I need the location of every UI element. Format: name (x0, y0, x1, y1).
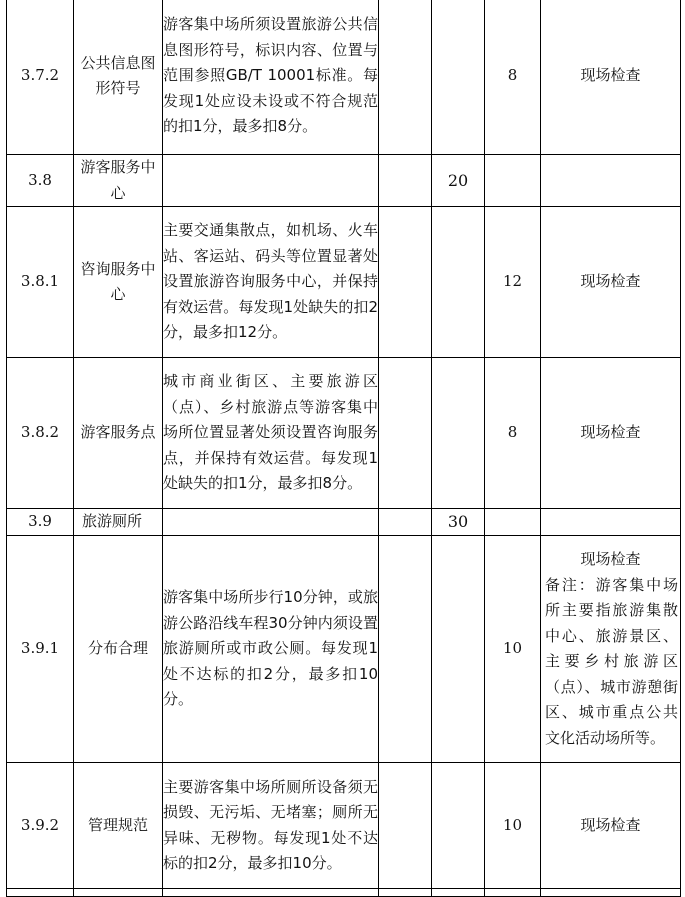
item-method: 现场检查 (541, 763, 681, 889)
empty-cell (379, 155, 432, 207)
item-criteria: 主要游客集中场所厕所设备须无损毁、无污垢、无堵塞；厕所无异味、无秽物。每发现1处不达标的扣2分，最多扣10分。 (163, 763, 379, 889)
method-label: 现场检查 (580, 550, 641, 568)
item-method: 现场检查 (541, 0, 681, 155)
table-row (7, 0, 681, 155)
item-name: 旅游厕所 (74, 509, 163, 536)
item-name: 游客服务点 (74, 358, 163, 509)
item-number: 3.9.1 (7, 536, 74, 763)
item-name: 管理规范 (74, 763, 163, 889)
empty-cell (379, 207, 432, 358)
item-name: 分布合理 (74, 536, 163, 763)
empty-cell (379, 509, 432, 536)
empty-cell (541, 889, 681, 897)
item-criteria: 游客集中场所步行10分钟，或旅游公路沿线车程30分钟内须设置旅游厕所或市政公厕。每发现1处不达标的扣2分，最多扣10分。 (163, 536, 379, 763)
table-row (7, 509, 681, 536)
scoring-table (6, 0, 681, 897)
item-method (541, 536, 681, 763)
item-deduction: 12 (485, 207, 541, 358)
item-name: 公共信息图形符号 (74, 0, 163, 155)
empty-cell (379, 536, 432, 763)
empty-cell (74, 889, 163, 897)
empty-cell (163, 889, 379, 897)
item-points (432, 358, 485, 509)
table-row-cutoff (7, 889, 681, 897)
item-points: 20 (432, 155, 485, 207)
item-number: 3.8 (7, 155, 74, 207)
table-row (7, 763, 681, 889)
item-number: 3.8.1 (7, 207, 74, 358)
empty-cell (379, 763, 432, 889)
item-deduction: 10 (485, 763, 541, 889)
item-deduction: 8 (485, 0, 541, 155)
item-number: 3.9 (7, 509, 74, 536)
empty-cell (379, 889, 432, 897)
item-number: 3.9.2 (7, 763, 74, 889)
table-row (7, 358, 681, 509)
item-number: 3.7.2 (7, 0, 74, 155)
item-method: 现场检查 (541, 207, 681, 358)
empty-cell (379, 358, 432, 509)
item-criteria: 主要交通集散点，如机场、火车站、客运站、码头等位置显著处设置旅游咨询服务中心，并保持有效运营。每发现1处缺失的扣2分，最多扣12分。 (163, 207, 379, 358)
table-row (7, 207, 681, 358)
table-row (7, 536, 681, 763)
item-deduction: 10 (485, 536, 541, 763)
method-note: 备注：游客集中场所主要指旅游集散中心、旅游景区、主要乡村旅游区（点）、城市游憩街区、城市重点公共文化活动场所等。 (545, 575, 678, 747)
item-name: 咨询服务中心 (74, 207, 163, 358)
item-method (541, 509, 681, 536)
empty-cell (379, 0, 432, 155)
table-row (7, 155, 681, 207)
item-points (432, 0, 485, 155)
empty-cell (485, 889, 541, 897)
item-points (432, 207, 485, 358)
item-method (541, 155, 681, 207)
item-points (432, 763, 485, 889)
item-name: 游客服务中心 (74, 155, 163, 207)
item-deduction (485, 155, 541, 207)
item-points: 30 (432, 509, 485, 536)
item-criteria (163, 155, 379, 207)
item-criteria: 城市商业街区、主要旅游区（点）、乡村旅游点等游客集中场所位置显著处须设置咨询服务点，并保持有效运营。每发现1处缺失的扣1分，最多扣8分。 (163, 358, 379, 509)
item-deduction: 8 (485, 358, 541, 509)
item-criteria: 游客集中场所须设置旅游公共信息图形符号，标识内容、位置与范围参照GB/T 10001标准。每发现1处应设未设或不符合规范的扣1分，最多扣8分。 (163, 0, 379, 155)
item-number: 3.8.2 (7, 358, 74, 509)
empty-cell (432, 889, 485, 897)
item-method: 现场检查 (541, 358, 681, 509)
item-points (432, 536, 485, 763)
empty-cell (7, 889, 74, 897)
item-criteria (163, 509, 379, 536)
item-deduction (485, 509, 541, 536)
